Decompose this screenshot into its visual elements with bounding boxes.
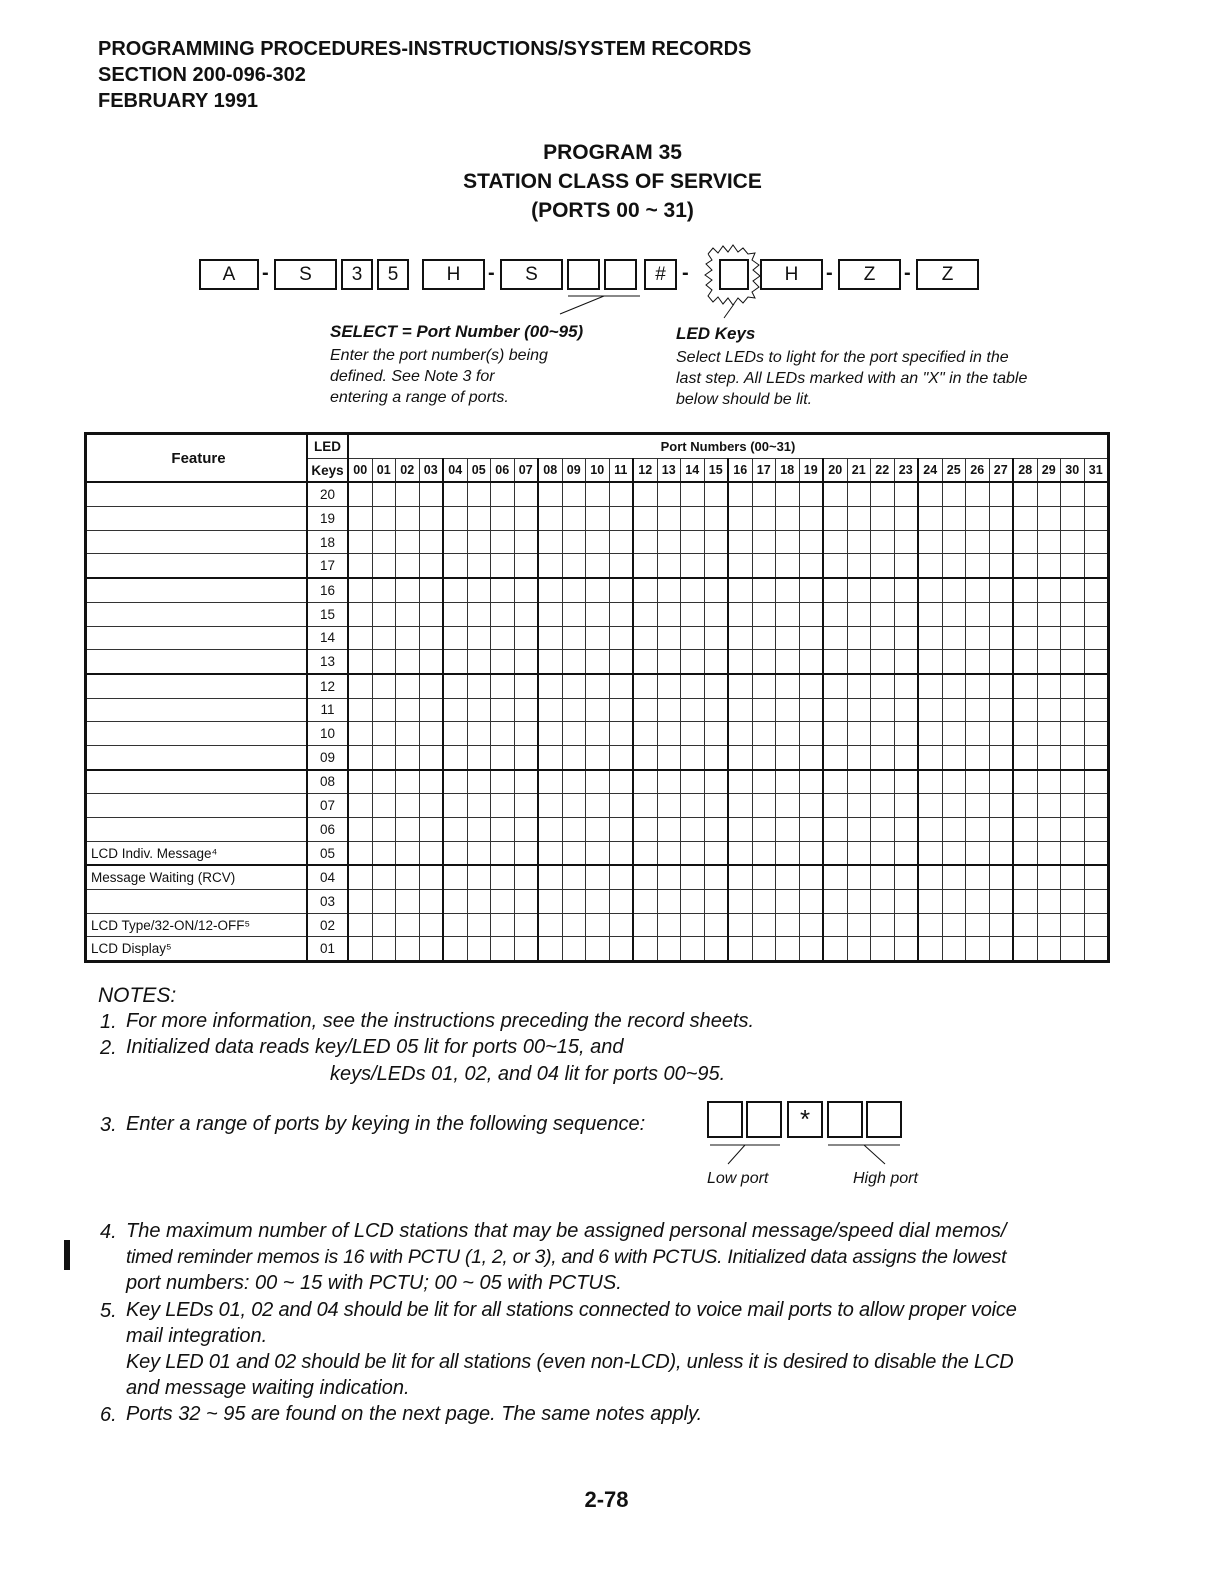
port-header-cell: 31 (1084, 458, 1109, 482)
notes-title: NOTES: (98, 984, 177, 1007)
led-key-cell: 10 (307, 722, 348, 746)
led-key-cell: 08 (307, 770, 348, 794)
led-key-cell: 19 (307, 507, 348, 531)
port-header-cell: 27 (989, 458, 1013, 482)
feature-cell: LCD Display⁵ (86, 937, 308, 962)
port-header-cell: 26 (966, 458, 990, 482)
led-note-line: last step. All LEDs marked with an "X" in the table (676, 370, 1028, 387)
led-key-cell: 20 (307, 482, 348, 506)
note-5-line-4: and message waiting indication. (126, 1377, 410, 1399)
note-number: 1. (100, 1011, 117, 1033)
led-column-header: LED (307, 434, 348, 459)
port-header-cell: 07 (514, 458, 538, 482)
port-header-cell: 21 (847, 458, 871, 482)
port-header-cell: 22 (871, 458, 895, 482)
select-note-line: entering a range of ports. (330, 389, 509, 406)
port-header-cell: 19 (799, 458, 823, 482)
keys-column-header: Keys (307, 458, 348, 482)
note-3: Enter a range of ports by keying in the following sequence: (126, 1113, 646, 1135)
revision-bar (64, 1240, 70, 1270)
port-header-cell: 08 (538, 458, 562, 482)
led-key-cell: 01 (307, 937, 348, 962)
port-header-cell: 10 (586, 458, 610, 482)
led-key-cell: 13 (307, 650, 348, 674)
port-header-cell: 30 (1061, 458, 1085, 482)
port-header-cell: 04 (443, 458, 467, 482)
note-5-line-1: Key LEDs 01, 02 and 04 should be lit for all stations connected to voice mail ports to allow proper voice (126, 1299, 1017, 1321)
note-4-line-2: timed reminder memos is 16 with PCTU (1, 2, or 3), and 6 with PCTUS. Initialized data assigns the lowest (126, 1246, 1007, 1268)
note-number: 4. (100, 1221, 117, 1243)
led-key-cell: 05 (307, 841, 348, 865)
port-header-cell: 03 (419, 458, 443, 482)
port-header-cell: 05 (467, 458, 491, 482)
port-header-cell: 15 (704, 458, 728, 482)
port-header-cell: 25 (942, 458, 966, 482)
note-number: 2. (100, 1037, 117, 1059)
led-key-cell: 12 (307, 674, 348, 698)
feature-column-header: Feature (86, 434, 308, 483)
feature-cell: LCD Type/32-ON/12-OFF⁵ (86, 913, 308, 937)
port-header-cell: 13 (657, 458, 681, 482)
port-header-cell: 18 (776, 458, 800, 482)
port-header-cell: 28 (1013, 458, 1037, 482)
led-key-cell: 17 (307, 554, 348, 578)
low-port-label: Low port (707, 1170, 769, 1187)
led-key-cell: 03 (307, 890, 348, 914)
port-header-cell: 11 (609, 458, 633, 482)
note-number: 5. (100, 1300, 117, 1322)
program-subtitle: STATION CLASS OF SERVICE (463, 170, 762, 193)
seq-dash: - (682, 262, 689, 284)
led-key-cell: 07 (307, 794, 348, 818)
program-title: PROGRAM 35 (543, 141, 682, 164)
note-5-line-2: mail integration. (126, 1325, 268, 1347)
led-key-cell: 04 (307, 865, 348, 889)
port-header-cell: 23 (894, 458, 918, 482)
port-header-cell: 06 (491, 458, 515, 482)
port-header-cell: 01 (372, 458, 396, 482)
seq-key-s: S (274, 259, 337, 290)
led-key-cell: 02 (307, 913, 348, 937)
seq-key-z: Z (838, 259, 901, 290)
led-note-heading: LED Keys (676, 324, 756, 343)
port-header-cell: 02 (396, 458, 420, 482)
header-date: FEBRUARY 1991 (98, 90, 259, 112)
seq-key-3: 3 (341, 259, 373, 290)
port-header-cell: 12 (633, 458, 657, 482)
seq-key-hash: # (644, 259, 677, 290)
note-2-line-1: Initialized data reads key/LED 05 lit for ports 00~15, and (126, 1036, 624, 1058)
led-key-cell: 14 (307, 626, 348, 650)
led-key-cell: 11 (307, 698, 348, 722)
port-header-cell: 00 (348, 458, 372, 482)
seq-dash: - (904, 262, 911, 284)
port-header-cell: 17 (752, 458, 776, 482)
program-ports: (PORTS 00 ~ 31) (531, 199, 694, 222)
seq-dash: - (488, 262, 495, 284)
note-1: For more information, see the instructions preceding the record sheets. (126, 1010, 755, 1032)
port-header-cell: 16 (728, 458, 752, 482)
led-note-line: below should be lit. (676, 391, 813, 408)
note-5-line-3: Key LED 01 and 02 should be lit for all stations (even non-LCD), unless it is desired to disable the LCD (126, 1351, 1014, 1373)
port-header-cell: 14 (681, 458, 705, 482)
note-4-line-3: port numbers: 00 ~ 15 with PCTU; 00 ~ 05 with PCTUS. (126, 1272, 622, 1294)
seq-key-z2: Z (916, 259, 979, 290)
led-key-cell: 16 (307, 578, 348, 602)
feature-cell: Message Waiting (RCV) (86, 865, 308, 889)
port-header-cell: 09 (562, 458, 586, 482)
header-line-1: PROGRAMMING PROCEDURES-INSTRUCTIONS/SYSTEM RECORDS (98, 38, 752, 60)
seq-dash: - (262, 262, 269, 284)
note-number: 6. (100, 1404, 117, 1426)
seq-key-h2: H (760, 259, 823, 290)
port-header-cell: 24 (918, 458, 942, 482)
port-header-cell: 20 (823, 458, 847, 482)
seq-key-h: H (422, 259, 485, 290)
seq-dash: - (826, 262, 833, 284)
select-note-heading: SELECT = Port Number (00~95) (330, 322, 584, 341)
note-number: 3. (100, 1114, 117, 1136)
high-port-label: High port (853, 1170, 918, 1187)
led-key-cell: 18 (307, 530, 348, 554)
port-header-cell: 29 (1037, 458, 1061, 482)
note-6: Ports 32 ~ 95 are found on the next page. The same notes apply. (126, 1403, 703, 1425)
led-key-cell: 15 (307, 602, 348, 626)
seq-key-a: A (199, 259, 259, 290)
header-section: SECTION 200-096-302 (98, 64, 306, 86)
seq-key-5: 5 (377, 259, 409, 290)
seq-key-s2: S (500, 259, 563, 290)
port-numbers-header: Port Numbers (00~31) (348, 434, 1109, 459)
feature-cell: LCD Indiv. Message⁴ (86, 841, 308, 865)
led-key-cell: 06 (307, 818, 348, 842)
note-2-line-2: keys/LEDs 01, 02, and 04 lit for ports 00~95. (330, 1063, 726, 1085)
led-key-cell: 09 (307, 745, 348, 769)
select-note-line: defined. See Note 3 for (330, 368, 495, 385)
select-note-line: Enter the port number(s) being (330, 347, 548, 364)
page-number: 2-78 (584, 1487, 629, 1512)
note-4-line-1: The maximum number of LCD stations that may be assigned personal message/speed dial memos/ (126, 1220, 1007, 1242)
range-star-box: * (787, 1101, 823, 1138)
led-note-line: Select LEDs to light for the port specified in the (676, 349, 1009, 366)
